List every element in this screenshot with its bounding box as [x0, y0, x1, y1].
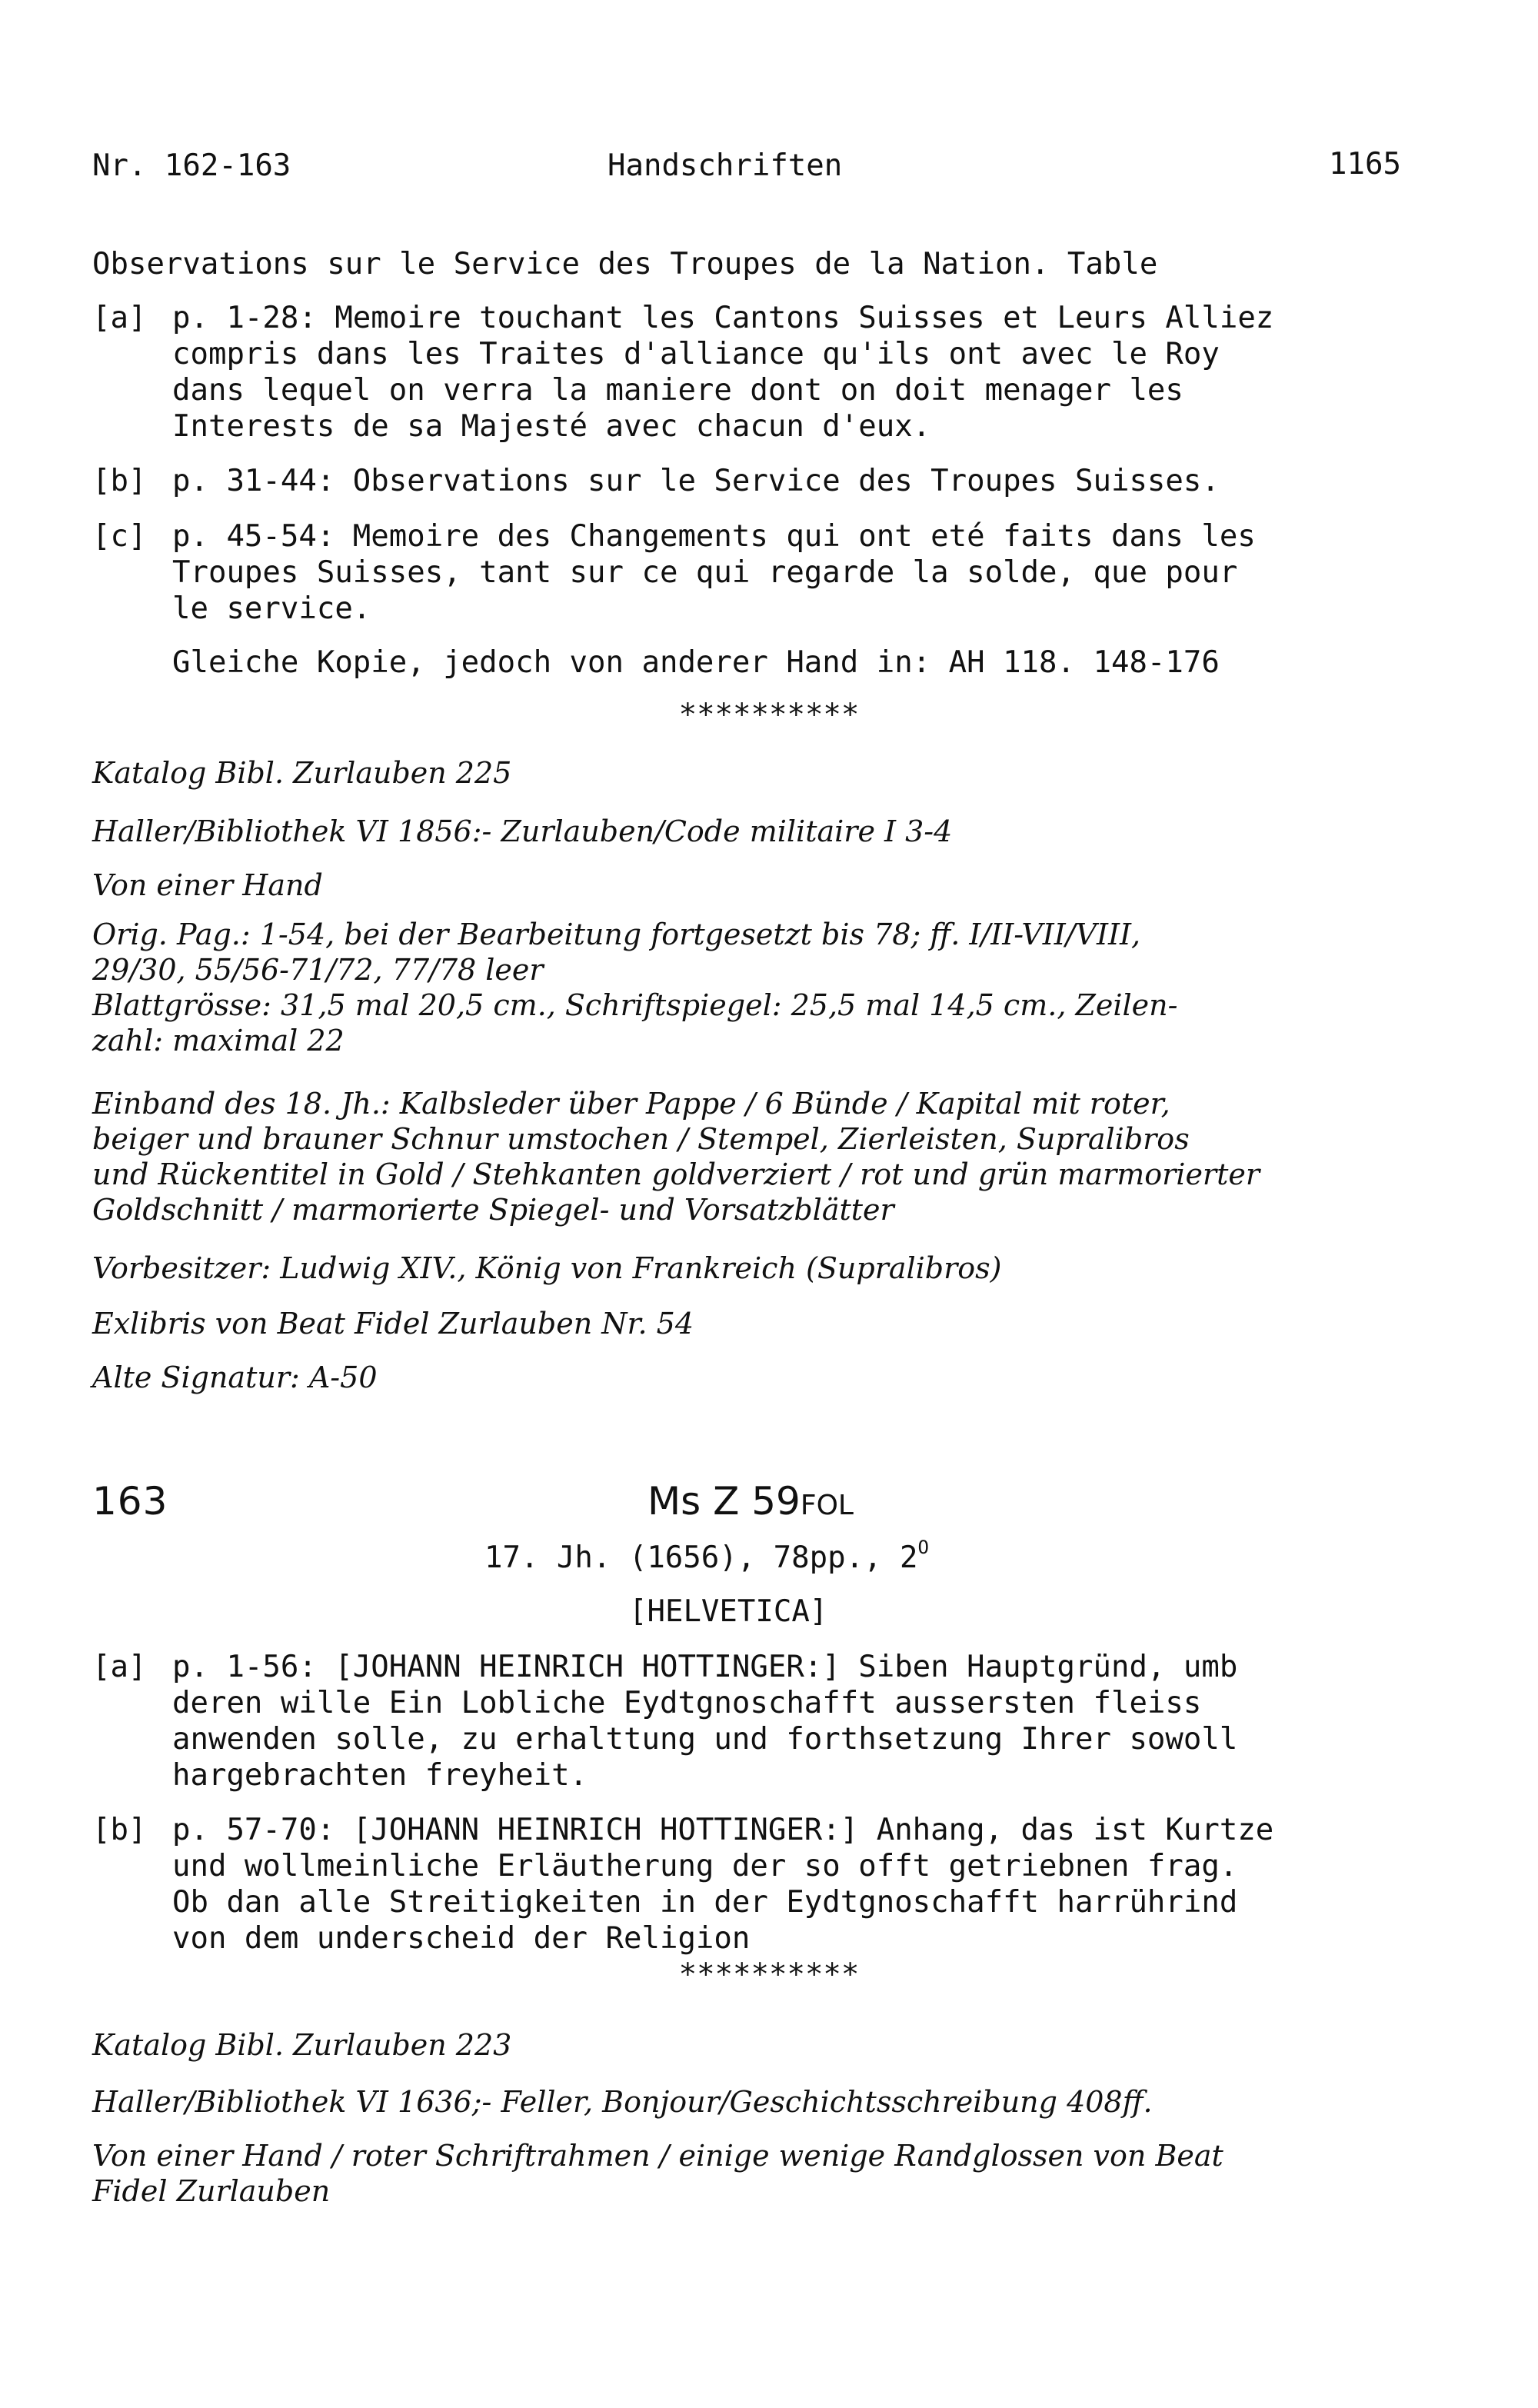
- separator-163: **********: [678, 1957, 860, 1992]
- note-haller-163: Haller/Bibliothek VI 1636;- Feller, Bonjour/Geschichtsschreibung 408ff.: [92, 2085, 1153, 2119]
- entry-line: Ob dan alle Streitigkeiten in der Eydtgnoschafft harrührind: [172, 1885, 1238, 1920]
- shelfmark-format: FOL: [800, 1490, 854, 1521]
- note-binding-162: [92, 1086, 1260, 1227]
- date-extent: 17. Jh. (1656), 78pp., 2: [484, 1540, 918, 1575]
- entry-line: anwenden solle, zu erhalttung und forthsetzung Ihrer sowoll: [172, 1722, 1238, 1757]
- entry-line: p. 31-44: Observations sur le Service des Troupes Suisses.: [172, 464, 1220, 498]
- entry-label: [c]: [92, 519, 147, 554]
- format-superscript: O: [917, 1537, 929, 1558]
- record-163-date-line: [484, 1537, 929, 1576]
- entry-line: p. 57-70: [JOHANN HEINRICH HOTTINGER:] Anhang, das ist Kurtze: [172, 1813, 1274, 1847]
- note-line: Fidel Zurlauben: [92, 2174, 331, 2208]
- entry-text: [172, 463, 1220, 499]
- entry-line: p. 1-28: Memoire touchant les Cantons Suisses et Leurs Alliez: [172, 301, 1274, 335]
- entry-text: [172, 518, 1256, 627]
- entry-label: [b]: [92, 464, 147, 498]
- note-haller-162: Haller/Bibliothek VI 1856:- Zurlauben/Code militaire I 3-4: [92, 814, 953, 848]
- note-line: 29/30, 55/56-71/72, 77/78 leer: [92, 953, 544, 987]
- entry-text: [172, 300, 1273, 445]
- entry-line: Interests de sa Majesté avec chacun d'eux.: [172, 409, 931, 444]
- note-signature-162: Alte Signatur: A-50: [92, 1361, 378, 1394]
- note-pagination-162: [92, 917, 1177, 1058]
- entry-label: [a]: [92, 301, 147, 335]
- note-hand-162: Von einer Hand: [92, 868, 323, 902]
- note-provenance-162: Vorbesitzer: Ludwig XIV., König von Frankreich (Supralibros): [92, 1251, 1002, 1285]
- entry-text: [172, 1812, 1273, 1957]
- header-section-title: Handschriften: [608, 148, 843, 183]
- header-record-range: Nr. 162-163: [92, 148, 291, 183]
- record-163-subject: [HELVETICA]: [629, 1594, 828, 1629]
- entry-line: p. 45-54: Memoire des Changements qui ont eté faits dans les: [172, 519, 1256, 554]
- note-line: und Rückentitel in Gold / Stehkanten goldverziert / rot und grün marmorierter: [92, 1157, 1260, 1191]
- record-163-shelfmark: [647, 1478, 854, 1529]
- note-exlibris-162: Exlibris von Beat Fidel Zurlauben Nr. 54: [92, 1307, 694, 1341]
- entry-line: compris dans les Traites d'alliance qu'ils ont avec le Roy: [172, 337, 1220, 371]
- entry-line: dans lequel on verra la maniere dont on doit menager les: [172, 373, 1183, 408]
- entry-line: hargebrachten freyheit.: [172, 1758, 588, 1793]
- entry-line: von dem underscheid der Religion: [172, 1921, 751, 1956]
- entry-line: p. 1-56: [JOHANN HEINRICH HOTTINGER:] Siben Hauptgründ, umb: [172, 1650, 1238, 1684]
- record-163-number: 163: [92, 1479, 168, 1524]
- entry-line: le service.: [172, 591, 371, 626]
- entry-line: Troupes Suisses, tant sur ce qui regarde la solde, que pour: [172, 555, 1238, 590]
- entry-text: [172, 1649, 1237, 1794]
- note-line: Von einer Hand / roter Schriftrahmen / einige wenige Randglossen von Beat: [92, 2139, 1223, 2173]
- entry-line: und wollmeinliche Erläutherung der so offt getriebnen frag.: [172, 1849, 1238, 1883]
- shelfmark-main: Ms Z 59: [647, 1479, 801, 1524]
- note-line: Goldschnitt / marmorierte Spiegel- und Vorsatzblätter: [92, 1193, 894, 1227]
- entry-line: deren wille Ein Lobliche Eydtgnoschafft aussersten fleiss: [172, 1686, 1202, 1720]
- note-line: Blattgrösse: 31,5 mal 20,5 cm., Schriftspiegel: 25,5 mal 14,5 cm., Zeilen-: [92, 988, 1178, 1022]
- note-line: beiger und brauner Schnur umstochen / Stempel, Zierleisten, Supralibros: [92, 1122, 1190, 1156]
- copy-note: Gleiche Kopie, jedoch von anderer Hand in: AH 118. 148-176: [172, 645, 1220, 680]
- page-number: 1165: [1329, 147, 1401, 182]
- note-katalog-163: Katalog Bibl. Zurlauben 223: [92, 2028, 512, 2062]
- note-line: Einband des 18. Jh.: Kalbsleder über Pappe / 6 Bünde / Kapital mit roter,: [92, 1087, 1170, 1121]
- note-line: Orig. Pag.: 1-54, bei der Bearbeitung fortgesetzt bis 78; ff. I/II-VII/VIII,: [92, 918, 1141, 951]
- record-162-title: Observations sur le Service des Troupes de la Nation. Table: [92, 247, 1158, 281]
- note-katalog-162: Katalog Bibl. Zurlauben 225: [92, 756, 512, 790]
- note-hand-163: [92, 2138, 1223, 2209]
- separator-162: **********: [678, 698, 860, 732]
- entry-label: [a]: [92, 1650, 147, 1684]
- note-line: zahl: maximal 22: [92, 1024, 345, 1057]
- entry-label: [b]: [92, 1813, 147, 1847]
